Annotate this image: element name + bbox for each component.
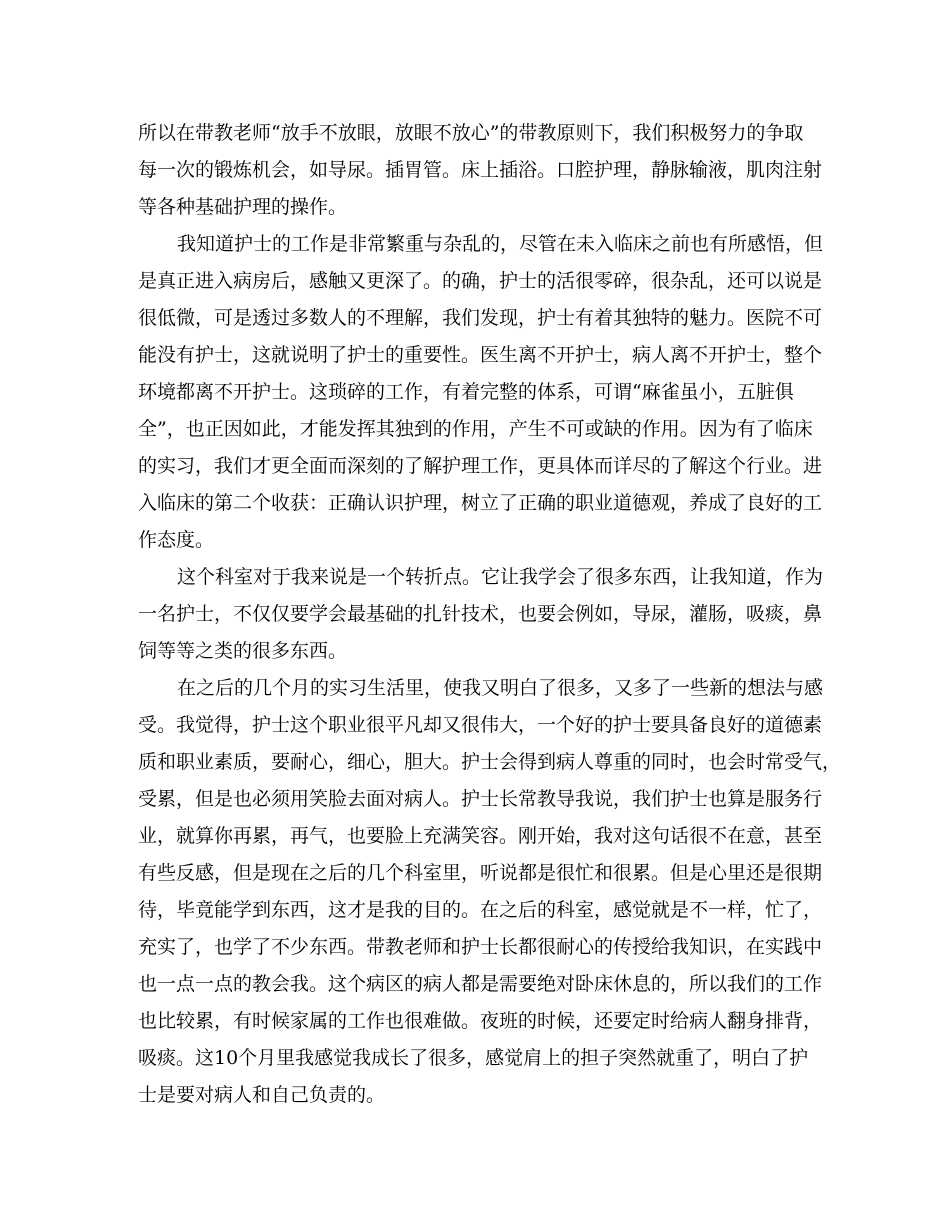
paragraph-4-line-9: 也一点一点的教会我。这个病区的病人都是需要绝对卧床休息的，所以我们的工作 [138, 973, 823, 995]
paragraph-4-line-3: 质和职业素质，要耐心，细心，胆大。护士会得到病人尊重的同时，也会时常受气， [138, 751, 842, 773]
paragraph-2-line-2: 是真正进入病房后，感触又更深了。的确，护士的活很零碎，很杂乱，还可以说是 [138, 270, 823, 292]
paragraph-4-line-6: 有些反感，但是现在之后的几个科室里，听说都是很忙和很累。但是心里还是很期 [138, 862, 823, 884]
paragraph-1-line-1: 所以在带教老师“放手不放眼，放眼不放心”的带教原则下，我们积极努力的争取 [138, 122, 804, 144]
paragraph-4-line-12: 士是要对病人和自己负责的。 [138, 1084, 386, 1106]
paragraph-1-line-3: 等各种基础护理的操作。 [138, 196, 348, 218]
paragraph-4-line-4: 受累，但是也必须用笑脸去面对病人。护士长常教导我说，我们护士也算是服务行 [138, 788, 823, 810]
paragraph-4-line-11: 吸痰。这10个月里我感觉我成长了很多，感觉肩上的担子突然就重了，明白了护 [138, 1047, 809, 1069]
paragraph-2-line-8: 入临床的第二个收获：正确认识护理，树立了正确的职业道德观，养成了良好的工 [138, 492, 823, 514]
paragraph-2-line-4: 能没有护士，这就说明了护士的重要性。医生离不开护士，病人离不开护士，整个 [138, 344, 823, 366]
paragraph-3-line-1: 这个科室对于我来说是一个转折点。它让我学会了很多东西，让我知道，作为 [177, 566, 824, 588]
paragraph-2-line-1: 我知道护士的工作是非常繁重与杂乱的，尽管在未入临床之前也有所感悟，但 [177, 233, 824, 255]
paragraph-4-line-10: 也比较累，有时候家属的工作也很难做。夜班的时候，还要定时给病人翻身排背， [138, 1010, 823, 1032]
paragraph-2-line-3: 很低微，可是透过多数人的不理解，我们发现，护士有着其独特的魅力。医院不可 [138, 307, 823, 329]
paragraph-2-line-5: 环境都离不开护士。这琐碎的工作，有着完整的体系，可谓“麻雀虽小，五脏俱 [138, 381, 794, 403]
paragraph-4-line-7: 待，毕竟能学到东西，这才是我的目的。在之后的科室，感觉就是不一样，忙了， [138, 899, 823, 921]
paragraph-4-line-2: 受。我觉得，护士这个职业很平凡却又很伟大，一个好的护士要具备良好的道德素 [138, 714, 823, 736]
paragraph-2-line-6: 全”，也正因如此，才能发挥其独到的作用，产生不可或缺的作用。因为有了临床 [138, 418, 813, 440]
paragraph-4-line-1: 在之后的几个月的实习生活里，使我又明白了很多，又多了一些新的想法与感 [177, 677, 824, 699]
paragraph-3-line-3: 饲等等之类的很多东西。 [138, 640, 348, 662]
paragraph-4-line-8: 充实了，也学了不少东西。带教老师和护士长都很耐心的传授给我知识，在实践中 [138, 936, 823, 958]
paragraph-3-line-2: 一名护士，不仅仅要学会最基础的扎针技术，也要会例如，导尿，灌肠，吸痰，鼻 [138, 603, 823, 625]
paragraph-2-line-9: 作态度。 [138, 529, 215, 551]
paragraph-1-line-2: 每一次的锻炼机会，如导尿。插胃管。床上插浴。口腔护理，静脉输液，肌肉注射 [138, 159, 823, 181]
paragraph-4-line-5: 业，就算你再累，再气，也要脸上充满笑容。刚开始，我对这句话很不在意，甚至 [138, 825, 823, 847]
paragraph-2-line-7: 的实习，我们才更全面而深刻的了解护理工作，更具体而详尽的了解这个行业。进 [138, 455, 823, 477]
